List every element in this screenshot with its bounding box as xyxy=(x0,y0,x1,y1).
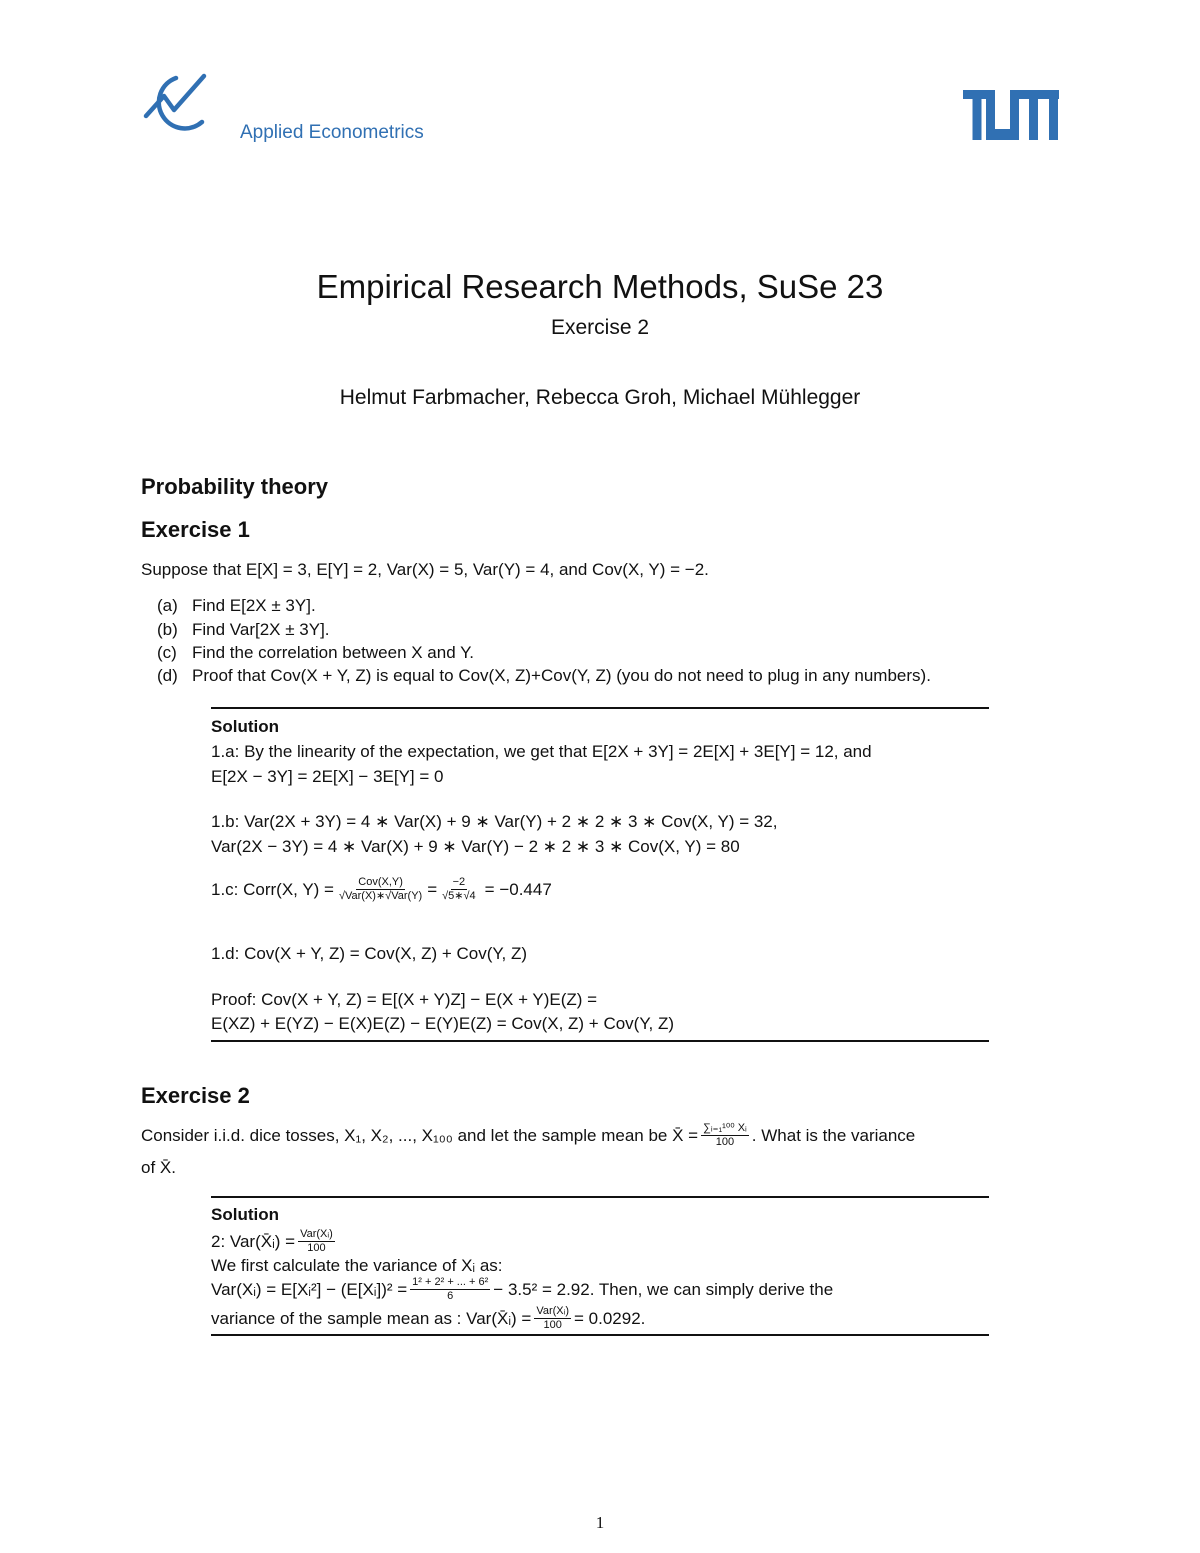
item-text: Find E[2X ± 3Y]. xyxy=(192,596,316,615)
solution-1-top-rule xyxy=(211,707,989,709)
solution-1d-line-3: E(XZ) + E(YZ) − E(X)E(Z) − E(Y)E(Z) = Cov(X, Z) + Cov(Y, Z) xyxy=(211,1014,674,1033)
fraction-denominator: 100 xyxy=(543,1319,562,1331)
fraction-denominator: 100 xyxy=(715,1136,735,1148)
item-text: Find the correlation between X and Y. xyxy=(192,643,474,662)
fraction-numerator: Var(Xᵢ) xyxy=(536,1305,570,1317)
fraction-numerator: Var(Xᵢ) xyxy=(300,1228,333,1240)
fraction-numerator: ∑ᵢ₌₁¹⁰⁰ Xᵢ xyxy=(703,1122,747,1134)
item-text: Proof that Cov(X + Y, Z) is equal to Cov(X, Z)+Cov(Y, Z) (you do not need to plug in any numbers). xyxy=(192,666,931,685)
fraction-denominator: √5∗√4 xyxy=(442,890,476,902)
exercise-1-item-a xyxy=(157,596,316,616)
equals-sign: = xyxy=(427,879,438,899)
exercise-1-item-d xyxy=(157,666,931,686)
solution-2-line-3-pre: Var(Xᵢ) = E[Xᵢ²] − (E[Xᵢ])² = xyxy=(211,1279,408,1299)
item-label: (d) xyxy=(157,666,178,685)
exercise-1-heading: Exercise 1 xyxy=(141,517,250,542)
fraction-numerator: Cov(X,Y) xyxy=(358,876,403,888)
fraction-denominator: 6 xyxy=(447,1290,454,1302)
solution-2-line-4 xyxy=(211,1305,645,1332)
page-number: 1 xyxy=(595,1513,605,1532)
variance-fraction xyxy=(534,1305,571,1332)
solution-1d-line-1: 1.d: Cov(X + Y, Z) = Cov(X, Z) + Cov(Y, Z) xyxy=(211,944,528,963)
item-label: (a) xyxy=(157,596,178,615)
document-subtitle: Exercise 2 xyxy=(550,316,650,339)
exercise-1-item-b xyxy=(157,620,330,640)
exercise-2-intro xyxy=(141,1122,915,1149)
sum-squares-fraction xyxy=(410,1276,490,1303)
correlation-fraction xyxy=(337,876,424,903)
solution-2-line-4-pre: variance of the sample mean as : Var(X̄ᵢ) = xyxy=(211,1308,532,1328)
fraction-denominator: 100 xyxy=(307,1242,326,1254)
fraction-denominator: √Var(X)∗√Var(Y) xyxy=(338,890,423,902)
solution-1c xyxy=(211,876,552,903)
solution-1-heading: Solution xyxy=(211,717,279,736)
solution-1a-line-1: 1.a: By the linearity of the expectation, we get that E[2X + 3Y] = 2E[X] + 3E[Y] = 12, and xyxy=(211,742,872,761)
item-label: (b) xyxy=(157,620,178,639)
variance-fraction xyxy=(298,1228,335,1255)
item-text: Find Var[2X ± 3Y]. xyxy=(192,620,330,639)
solution-2-bottom-rule xyxy=(211,1334,989,1336)
exercise-2-intro-line-2: of X̄. xyxy=(141,1158,176,1177)
solution-1b-line-1: 1.b: Var(2X + 3Y) = 4 ∗ Var(X) + 9 ∗ Var(Y) + 2 ∗ 2 ∗ 3 ∗ Cov(X, Y) = 32, xyxy=(211,812,778,831)
document-title: Empirical Research Methods, SuSe 23 xyxy=(316,268,884,305)
solution-2-top-rule xyxy=(211,1196,989,1198)
solution-1c-result: = −0.447 xyxy=(484,879,552,899)
solution-1a-line-2: E[2X − 3Y] = 2E[X] − 3E[Y] = 0 xyxy=(211,767,444,786)
solution-2-line-1-pre: 2: Var(X̄ᵢ) = xyxy=(211,1231,296,1251)
authors: Helmut Farbmacher, Rebecca Groh, Michael Mühlegger xyxy=(339,386,861,409)
exercise-1-item-c xyxy=(157,643,474,663)
item-label: (c) xyxy=(157,643,177,662)
exercise-1-intro: Suppose that E[X] = 3, E[Y] = 2, Var(X) = 5, Var(Y) = 4, and Cov(X, Y) = −2. xyxy=(141,560,709,579)
solution-1-bottom-rule xyxy=(211,1040,989,1042)
solution-1d-line-2: Proof: Cov(X + Y, Z) = E[(X + Y)Z] − E(X + Y)E(Z) = xyxy=(211,990,598,1009)
exercise-2-intro-pre: Consider i.i.d. dice tosses, X₁, X₂, ..., X₁₀₀ and let the sample mean be X̄ = xyxy=(141,1125,699,1145)
solution-2-line-1 xyxy=(211,1228,338,1255)
solution-2-line-2: We first calculate the variance of Xᵢ as: xyxy=(211,1256,503,1275)
solution-2-line-3 xyxy=(211,1276,833,1303)
tum-logo-icon xyxy=(963,90,1059,140)
solution-1b-line-2: Var(2X − 3Y) = 4 ∗ Var(X) + 9 ∗ Var(Y) − 2 ∗ 2 ∗ 3 ∗ Cov(X, Y) = 80 xyxy=(211,837,740,856)
sample-mean-fraction xyxy=(701,1122,749,1149)
fraction-numerator: 1² + 2² + ... + 6² xyxy=(412,1276,489,1288)
exercise-2-heading: Exercise 2 xyxy=(141,1083,250,1108)
fraction-numerator: −2 xyxy=(452,876,466,888)
applied-econometrics-logo-icon xyxy=(140,70,212,136)
exercise-2-intro-post: . What is the variance xyxy=(751,1125,916,1145)
solution-2-heading: Solution xyxy=(211,1205,279,1224)
brand-name: Applied Econometrics xyxy=(240,122,424,143)
solution-2-line-3-post: − 3.5² = 2.92. Then, we can simply derive the xyxy=(493,1279,834,1299)
solution-2-line-4-post: = 0.0292. xyxy=(574,1308,646,1328)
numeric-fraction xyxy=(440,876,478,903)
solution-1c-prefix: 1.c: Corr(X, Y) = xyxy=(211,879,334,899)
section-heading: Probability theory xyxy=(141,474,329,499)
